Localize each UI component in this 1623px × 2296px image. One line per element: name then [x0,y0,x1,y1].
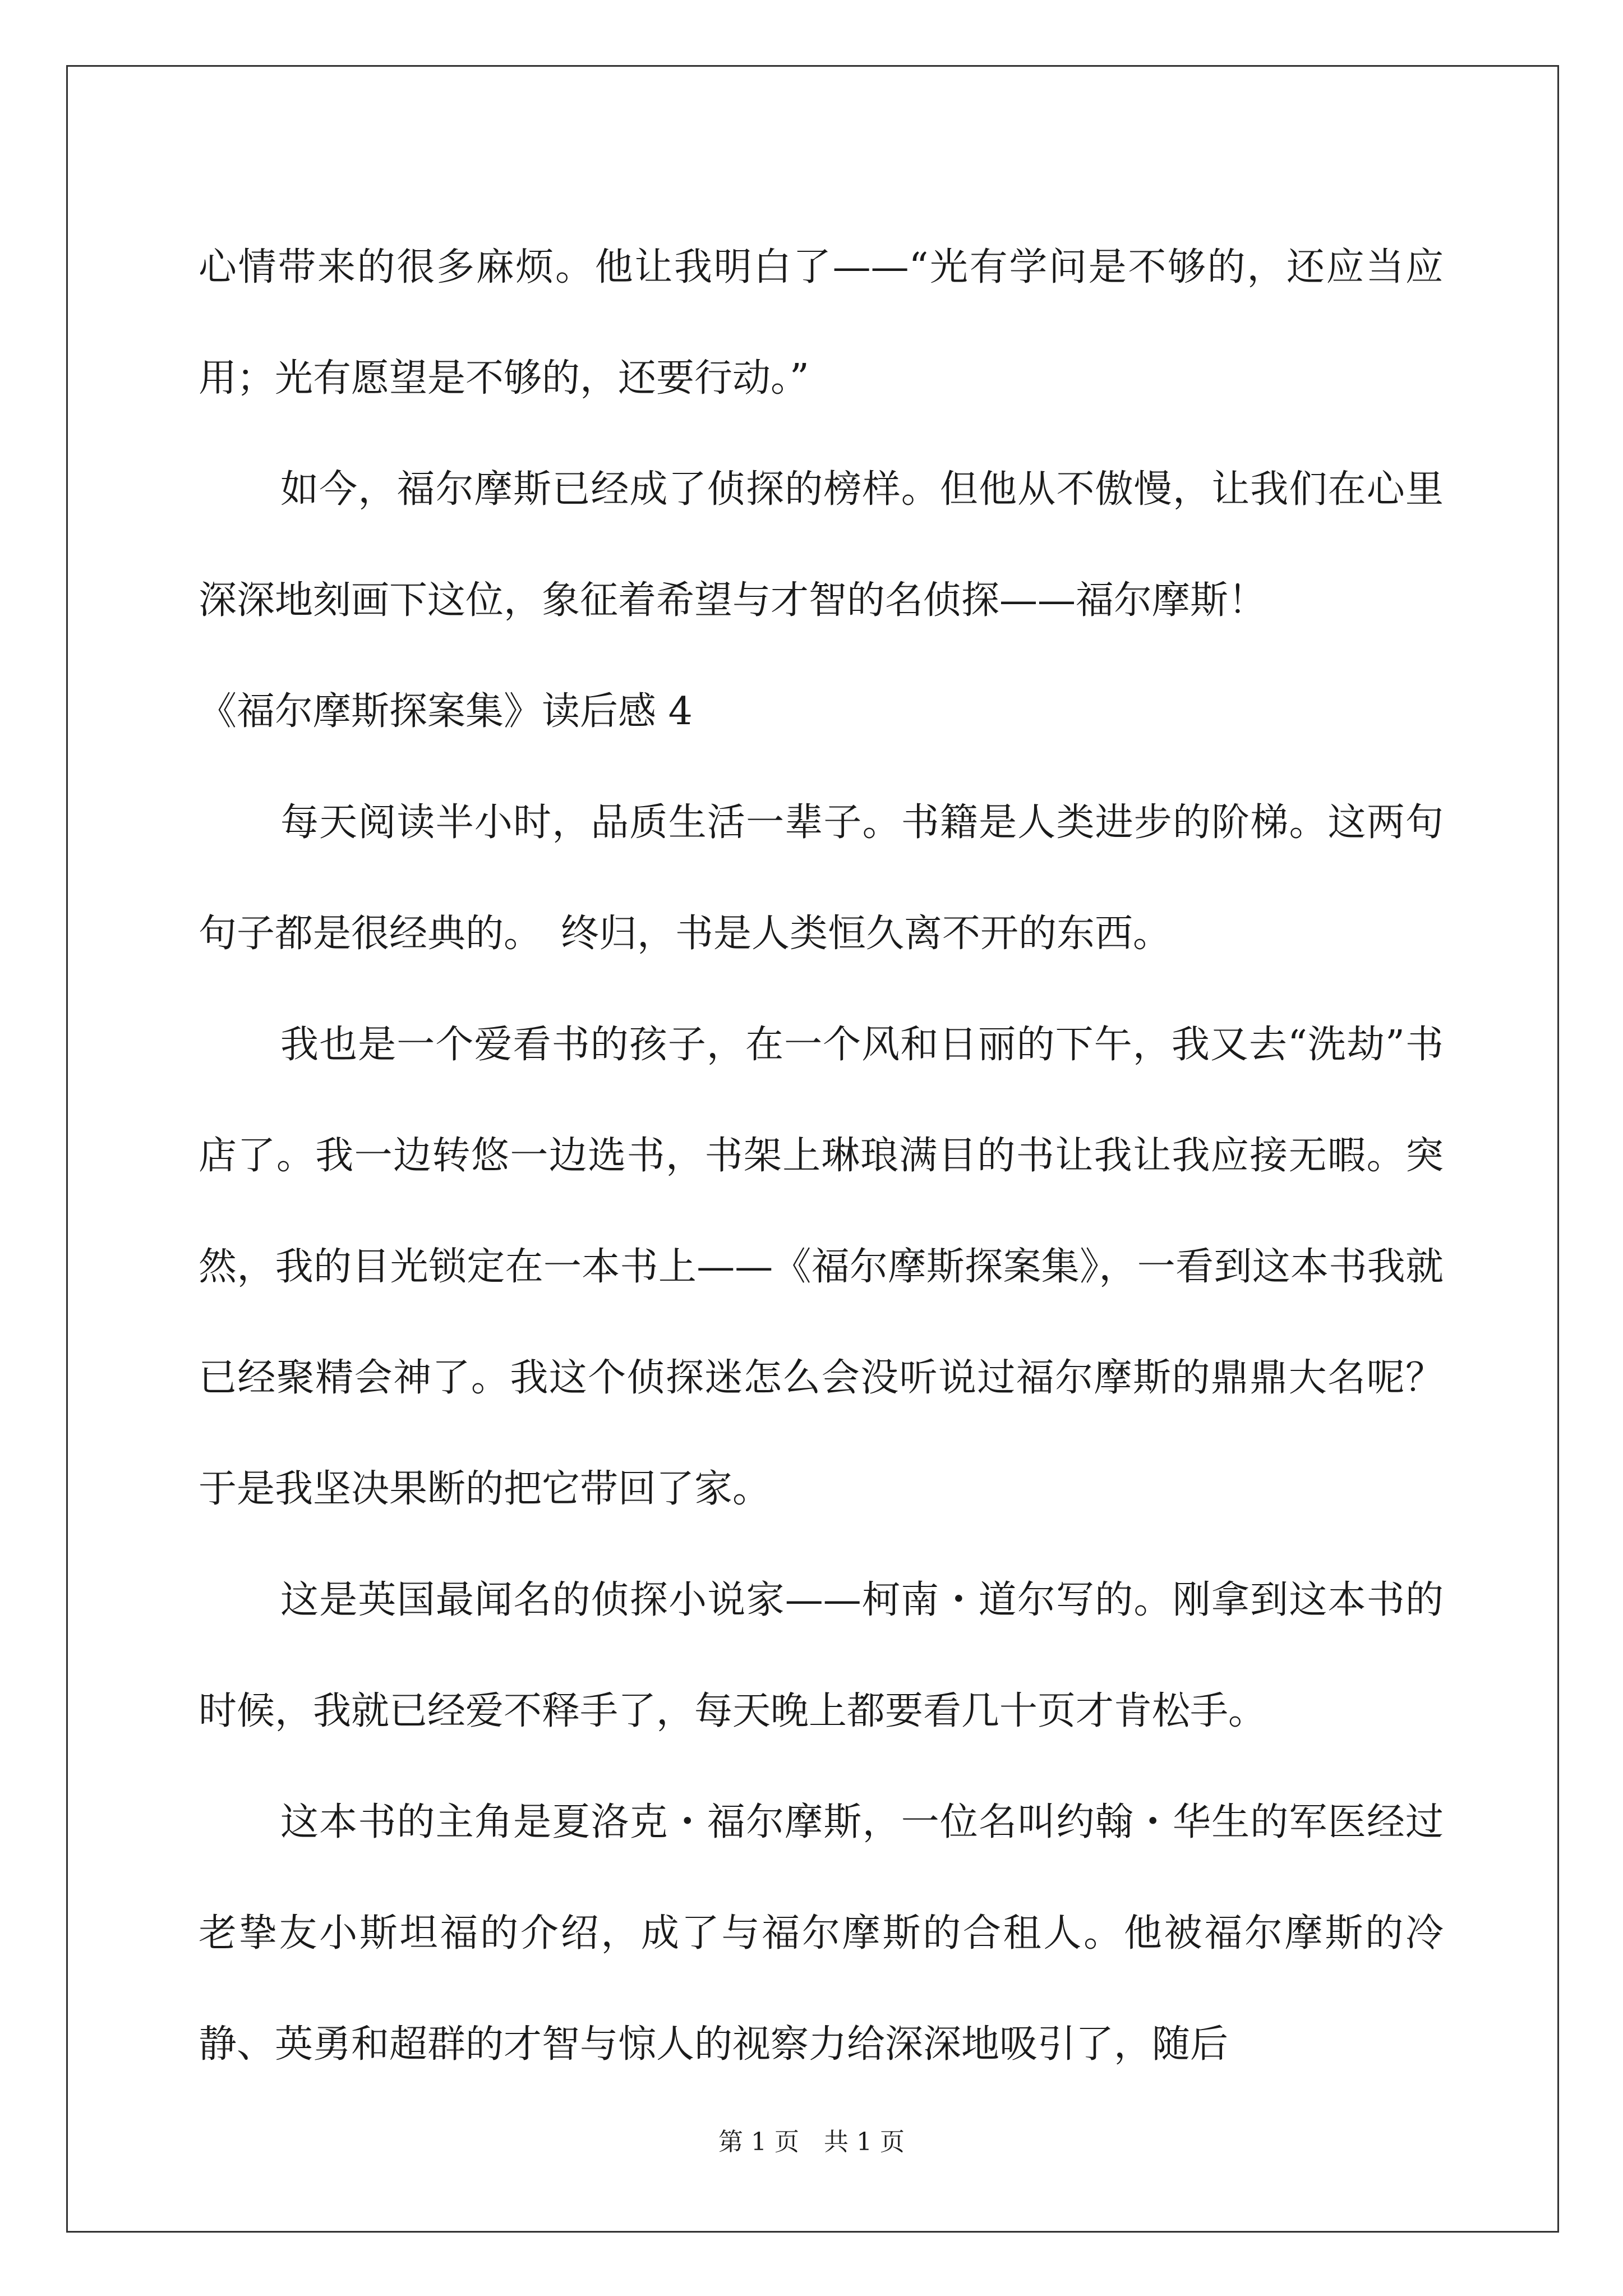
page-number-footer: 第 1 页 共 1 页 [718,2128,905,2156]
paragraph: 我也是一个爱看书的孩子，在一个风和日丽的下午，我又去“洗劫”书店了。我一边转悠一边选书，书架上琳琅满目的书让我让我应接无暇。突然，我的目光锁定在一本书上——《福尔摩斯探案集》，一看到这本书我就已经聚精会神了。我这个侦探迷怎么会没听说过福尔摩斯的鼎鼎大名呢？于是我坚决果断的把它带回了家。 [199,1023,1444,1511]
paragraph: 心情带来的很多麻烦。他让我明白了——“光有学问是不够的，还应当应用；光有愿望是不够的，还要行动。” [199,245,1444,401]
paragraph: 这本书的主角是夏洛克・福尔摩斯，一位名叫约翰・华生的军医经过老挚友小斯坦福的介绍，成了与福尔摩斯的合租人。他被福尔摩斯的冷静、英勇和超群的才智与惊人的视察力给深深地吸引了，随后 [199,1800,1444,2067]
paragraph: 每天阅读半小时，品质生活一辈子。书籍是人类进步的阶梯。这两句句子都是很经典的。 终归，书是人类恒久离不开的东西。 [199,800,1444,956]
paragraph: 这是英国最闻名的侦探小说家——柯南・道尔写的。刚拿到这本书的时候，我就已经爱不释手了，每天晚上都要看几十页才肯松手。 [199,1578,1444,1733]
document-body [199,212,1444,2100]
section-heading: 《福尔摩斯探案集》读后感 4 [199,689,693,734]
paragraph: 如今，福尔摩斯已经成了侦探的榜样。但他从不傲慢，让我们在心里深深地刻画下这位，象征着希望与才智的名侦探——福尔摩斯！ [199,467,1444,623]
